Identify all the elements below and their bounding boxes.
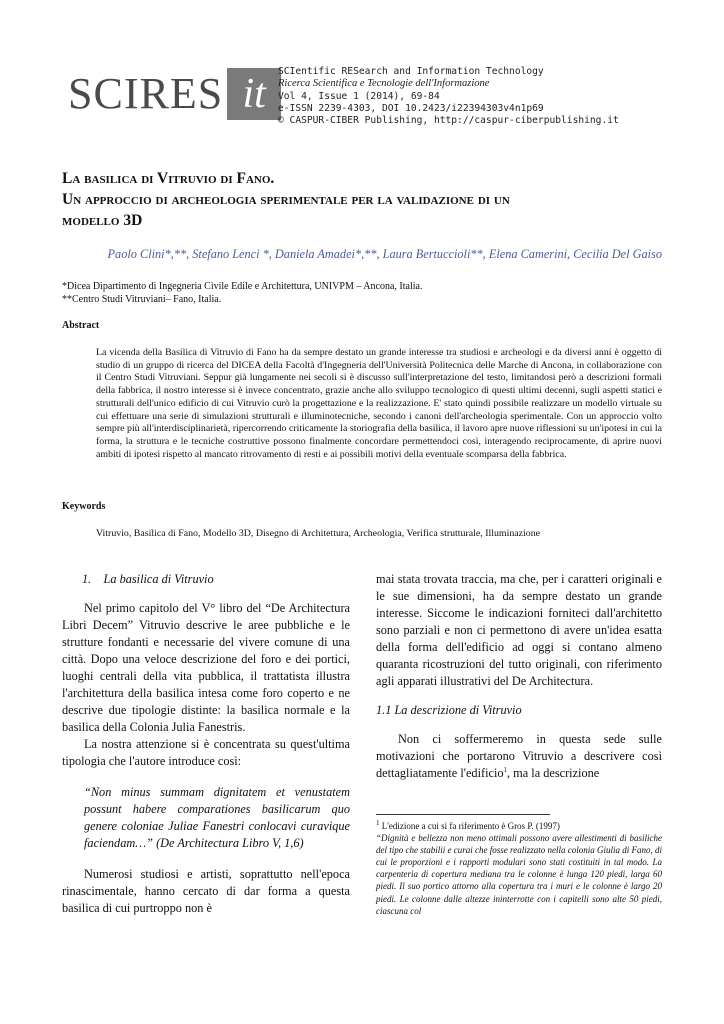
author-list: Paolo Clini*,**, Stefano Lenci *, Daniela Amadei*,**, Laura Bertuccioli**, Elena Camerini, Cecilia Del Gaiso (107, 247, 662, 261)
footnote-divider (376, 814, 550, 815)
abstract-text: La vicenda della Basilica di Vitruvio di Fano ha da sempre destato un grande interesse tra studiosi e archeologi e da diversi anni è oggetto di studio di un gruppo di ricerca del DICEA della Facoltà d'Ingegneria dell'Università Politecnica delle Marche di Ancona, in collaborazione con il Centro Studi Vitruviani. Seppur già lungamente nei secoli si è discusso sull'interpretazione del testo, limitandosi però a descrizioni formali della fabbrica, il nostro interesse si è invece concentrato, grazie anche allo sviluppo tecnologico di questi ultimi decenni, sugli aspetti statici e strutturali dell'unico edificio di cui Vitruvio curò la progettazione e la realizzazione. E' stato quindi possibile realizzare un modello virtuale su cui effettuare una serie di simulazioni strutturali e illuminotecniche, secondo i canoni dell'archeologia sperimentale. Con un approccio volto sempre più all'interdisciplinarietà, ripercorrendo criticamente la storiografia della basilica, il lavoro apre nuove riflessioni su un'ipotesi in cui la forma, la struttura e le tecniche costruttive possono finalmente concordare permettendoci così, interagendo reciprocamente, di aprire nuovi ambiti di ipotesi rispetto al mancato ritrovamento di resti e ai possibili motivi della eventuale scomparsa della fabbrica. (96, 347, 662, 460)
title-line: Un approccio di archeologia sperimentale per la validazione di un (62, 191, 510, 208)
journal-publisher: © CASPUR-CIBER Publishing, http://caspur-ciberpublishing.it (278, 115, 619, 127)
footnote-intro: L'edizione a cui si fa riferimento è Gros P. (1997) (379, 821, 560, 831)
affiliation: **Centro Studi Vitruviani– Fano, Italia. (62, 294, 222, 305)
paragraph-text: , ma la descrizione (507, 766, 600, 780)
logo-badge: it (227, 68, 281, 120)
left-column (62, 571, 350, 917)
journal-logo (68, 68, 281, 120)
paragraph-text: Non ci soffermeremo in questa sede sulle motivazioni che portarono Vitruvio a descrivere così dettagliatamente l'edificio (376, 732, 662, 780)
footnote (376, 820, 662, 917)
section-heading: 1. La basilica di Vitruvio (82, 572, 214, 586)
latin-quote: “Non minus summam dignitatem et venustatem possunt habere comparationes basilicarum quo genere coloniae Juliae Fanestri conlocavi curavique faciendam…” (De Architectura Libro V, 1,6) (84, 785, 350, 850)
title-line: modello 3D (62, 212, 143, 229)
paragraph (376, 731, 662, 782)
affiliations (62, 280, 422, 306)
title-line: La basilica di Vitruvio di Fano. (62, 170, 275, 187)
journal-name: SCIentific RESearch and Information Technology (278, 66, 544, 77)
paragraph: Nel primo capitolo del V° libro del “De Architectura Libri Decem” Vitruvio descrive le aree pubbliche e le strutture fondanti e necessarie del vivere comune di una città. Dopo una veloce descrizione del foro e dei portici, luoghi centrali della vita pubblica, il trattatista illustra l'architettura della basilica intesa come foro coperto e ne descrive due tipologie distinte: la basilica normale e la basilica della Colonia Julia Fanestris. (62, 601, 350, 734)
footnote-ref[interactable]: 1 (503, 765, 508, 774)
paragraph: mai stata trovata traccia, ma che, per i caratteri originali e le sue dimensioni, ha da sempre destato un grande interesse. Siccome le indicazioni forniteci dall'architetto sono parziali e non ci permettono di avere un'idea esatta della forma dell'edificio ad oggi si contano almeno quaranta ricostruzioni del tutto originali, con riferimento agli apparati illustrativi del De Architectura. (376, 572, 662, 688)
abstract-heading: Abstract (62, 320, 100, 331)
journal-issn: e-ISSN 2239-4303, DOI 10.2423/i22394303v4n1p69 (278, 102, 544, 114)
paragraph: La nostra attenzione si è concentrata su quest'ultima tipologia che l'autore introduce così: (62, 737, 350, 768)
journal-volume: Vol 4, Issue 1 (2014), 69-84 (278, 90, 440, 102)
paragraph: Numerosi studiosi e artisti, soprattutto nell'epoca rinascimentale, hanno cercato di dar forma a questa basilica di cui purtroppo non è (62, 867, 350, 915)
right-column (376, 571, 662, 782)
journal-subtitle: Ricerca Scientifica e Tecnologie dell'Informazione (278, 78, 490, 90)
keywords-heading: Keywords (62, 501, 106, 512)
logo-text: SCIRES (68, 69, 224, 118)
footnote-translation: “Dignità e bellezza non meno ottimali possono avere allestimenti di basiliche del tipo che stabilii e curai che fosse realizzato nella colonia Giulia di Fano, di cui le proporzioni e i rapporti modulari sono stati costituiti in tal modo. La carpenteria di copertura mediana tra le colonne è lunga 120 piedi, larga 60 piedi. Il suo portico attorno alla copertura tra i muri e le colonne è largo 20 piedi. Le colonne dalle altezze ininterrotte con i capitelli sono alte 50 piedi, ciascuna col (376, 833, 662, 916)
affiliation: *Dicea Dipartimento di Ingegneria Civile Edile e Architettura, UNIVPM – Ancona, Italia. (62, 281, 423, 292)
keywords-text: Vitruvio, Basilica di Fano, Modello 3D, Disegno di Architettura, Archeologia, Verifica strutturale, Illuminazione (96, 528, 541, 539)
subsection-heading: 1.1 La descrizione di Vitruvio (376, 703, 522, 717)
journal-info (278, 66, 698, 127)
paper-title (62, 168, 682, 231)
footnote-marker: 1 (376, 819, 380, 827)
